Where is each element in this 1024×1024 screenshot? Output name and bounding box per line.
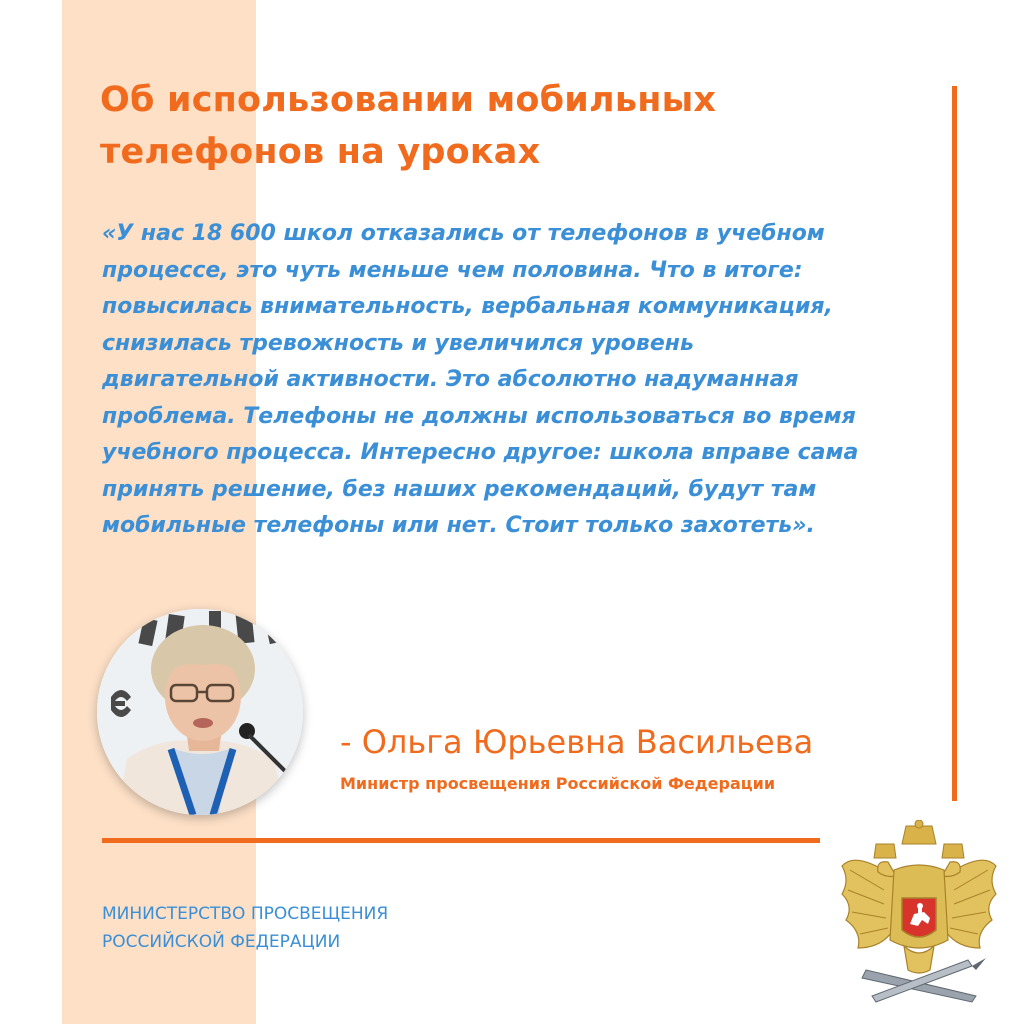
ministry-name-line-1: МИНИСТЕРСТВО ПРОСВЕЩЕНИЯ xyxy=(102,904,389,924)
quote-line: повысилась внимательность, вербальная коммуникация, xyxy=(102,294,833,319)
vertical-divider xyxy=(952,86,957,801)
author-role: Министр просвещения Российской Федерации xyxy=(340,774,776,793)
ministry-name-line-2: РОССИЙСКОЙ ФЕДЕРАЦИИ xyxy=(102,932,341,952)
author-name: - Ольга Юрьевна Васильева xyxy=(340,723,814,761)
page-title xyxy=(100,74,920,178)
title-line-2: телефонов на уроках xyxy=(100,132,541,172)
quote-line: снизилась тревожность и увеличился уровень xyxy=(102,330,694,356)
quote-line: двигательной активности. Это абсолютно надуманная xyxy=(102,367,799,392)
quote-line: проблема. Телефоны не должны использоваться во время xyxy=(102,403,856,429)
quote-line: процессе, это чуть меньше чем половина. Что в итоге: xyxy=(102,257,803,283)
quote-line: мобильные телефоны или нет. Стоит только захотеть». xyxy=(102,513,815,538)
title-line-1: Об использовании мобильных xyxy=(100,80,717,120)
coat-of-arms-icon xyxy=(836,820,1002,1006)
quote-line: принять решение, без наших рекомендаций, будут там xyxy=(102,476,817,502)
quote-line: учебного процесса. Интересно другое: школа вправе сама xyxy=(102,440,859,465)
horizontal-divider xyxy=(102,838,820,843)
quote-line: «У нас 18 600 школ отказались от телефонов в учебном xyxy=(102,221,825,246)
author-photo xyxy=(97,609,303,815)
quote-block xyxy=(102,216,942,545)
ministry-name xyxy=(102,900,388,956)
